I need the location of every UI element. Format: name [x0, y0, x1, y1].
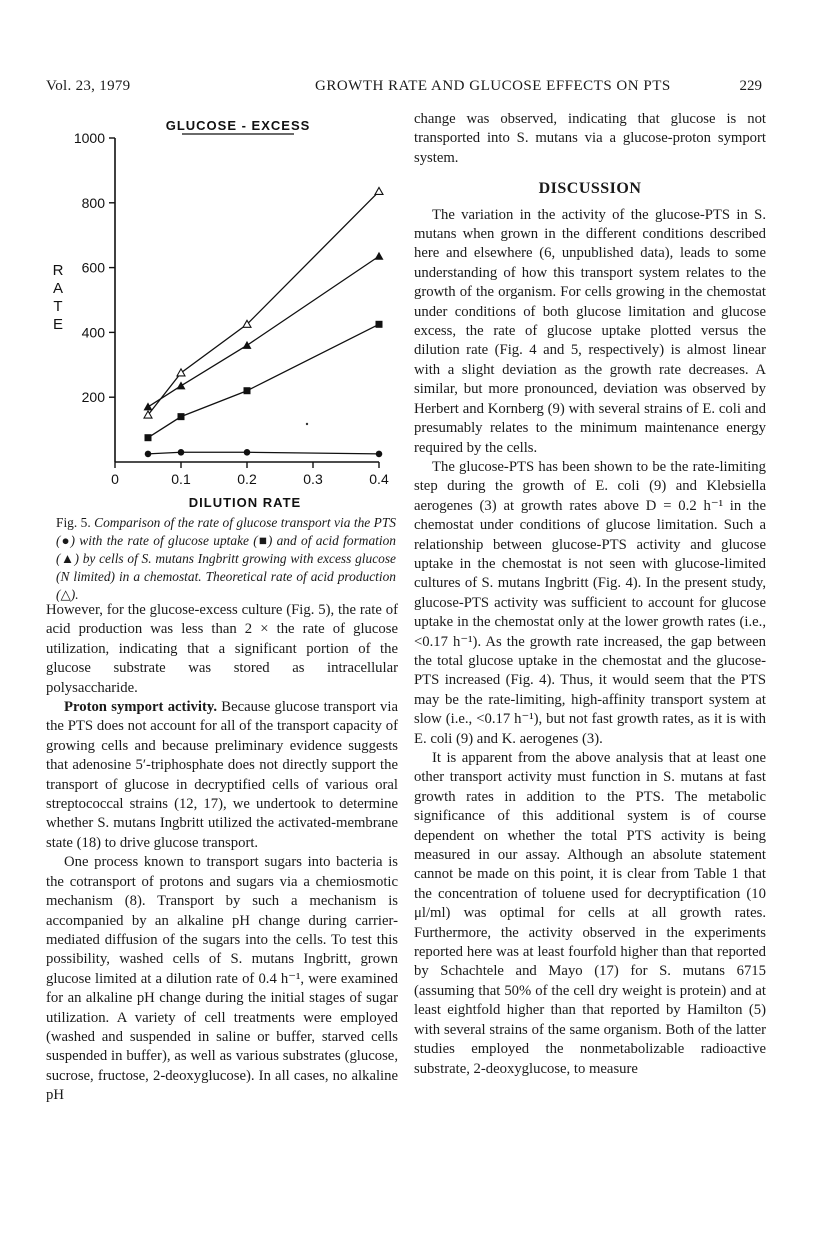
caption-text: Comparison of the rate of glucose transport via the PTS (●) with the rate of glucose uptake (■) and of acid formation (▲) by cells of S. mutans Ingbritt growing with excess glucose (N limited) in a chemostat. Theoretical rate of acid production (△). [56, 515, 396, 602]
paragraph: change was observed, indicating that glucose is not transported into S. mutans via a glucose-proton symport system. [414, 111, 766, 166]
paragraph: The variation in the activity of the glucose-PTS in S. mutans when grown in the different conditions described here and elsewhere (6, unpublished data), leads to some understanding of how this transport system relates to the growth of the organism. For cells growing in the chemostat under conditions of both glucose limitation and glucose excess, the rate of glucose uptake plotted versus the dilution rate (Fig. 4 and 5, respectively) is almost linear with a slight deviation as the growth rate decreases. A similar, but more pronounced, deviation was observed by Herbert and Kornberg (9) with several strains of E. coli and presumably relates to the minimum maintenance energy required by the cells. [414, 206, 766, 456]
filled-circle-point [244, 449, 251, 456]
paragraph: It is apparent from the above analysis that at least one other transport activity must function in S. mutans at fast growth rates in addition to the PTS. The metabolic significance of this additional system is of course dependent on whether the total PTS activity is being measured in our assay. Although an absolute statement cannot be made on this point, it is clear from Table 1 that the concentration of toluene used for decryptification (10 μl/ml) was optimal for cells at all growth rates. Furthermore, the activity observed in the experiments reported here was at least fourfold higher than that reported by Schachtele and Mayo (17) for S. mutans 6715 (assuming that 50% of the cell dry weight is protein) and at least eightfold higher than that reported by Hamilton (5) with several strains of the same organism. Both of the latter studies employed the nonmetabolizable radioactive substrate, 2-deoxyglucose, to measure [414, 750, 766, 1077]
y-tick-label: 600 [81, 259, 105, 276]
filled-circle-point [376, 451, 383, 458]
x-tick-label: 0.2 [237, 471, 257, 487]
series-line [148, 324, 379, 437]
caption-lead: Fig. 5. [56, 515, 91, 530]
y-tick-label: 200 [81, 389, 105, 406]
filled-square-point [244, 387, 251, 394]
filled-circle-point [178, 449, 185, 456]
volume-label: Vol. 23, 1979 [46, 78, 131, 94]
paragraph: One process known to transport sugars into bacteria is the cotransport of protons and sugars via a chemiosmotic mechanism (8). Transport by such a mechanism is accompanied by an alkaline pH change during carrier-mediated diffusion of the sugars into the cells. To test this possibility, washed cells of S. mutans Ingbritt, grown glucose limited at a dilution rate of 0.4 h⁻¹, were examined for an alkaline pH change during the initial stages of sugar utilization. A variety of cell treatments were employed (washed and suspended in saline or buffer, starved cells suspended in buffer), as well as various substrates (glucose, sucrose, fructose, 2-deoxyglucose). In all cases, no alkaline pH [46, 854, 398, 1104]
x-tick-label: 0.4 [369, 471, 389, 487]
paragraph: However, for the glucose-excess culture (Fig. 5), the rate of acid production was less than 2 × the rate of glucose utilization, indicating that a significant portion of the glucose substrate was stored as intracellular polysaccharide. [46, 602, 398, 696]
series-line [148, 191, 379, 415]
figure-caption [56, 514, 396, 604]
chart-title: GLUCOSE - EXCESS [165, 118, 311, 133]
filled-circle-point [145, 451, 152, 458]
y-tick-label: 1000 [73, 130, 105, 146]
x-tick-label: 0.3 [303, 471, 323, 487]
open-triangle-point [177, 369, 185, 376]
y-tick-label: 400 [81, 324, 105, 341]
stray-mark [306, 423, 308, 425]
y-axis-label: R A T E [52, 262, 64, 333]
x-tick-label: 0 [111, 471, 119, 487]
filled-triangle-point [243, 341, 252, 349]
filled-triangle-point [177, 381, 186, 389]
subsection-heading: Proton symport activity. [64, 699, 218, 716]
filled-triangle-point [144, 402, 153, 410]
filled-square-point [178, 413, 185, 420]
x-tick-label: 0.1 [171, 471, 191, 487]
running-title: GROWTH RATE AND GLUCOSE EFFECTS ON PTS [315, 78, 671, 94]
figure-5 [48, 110, 400, 515]
paragraph [46, 698, 398, 853]
y-tick-label: 800 [81, 194, 105, 211]
page-number: 229 [739, 78, 762, 94]
running-header [46, 78, 762, 102]
paragraph-text: Because glucose transport via the PTS does not account for all of the transport capacity of growing cells and because preliminary evidence suggests that adenosine 5′-triphosphate does not directly support the transport of glucose in decryptified cells of various oral streptococcal strains (12, 17), we undertook to determine whether S. mutans Ingbritt utilized the activated-membrane state (18) to drive glucose transport. [46, 699, 398, 851]
left-column [46, 601, 398, 1106]
paragraph: The glucose-PTS has been shown to be the rate-limiting step during the growth of E. coli (9) and Klebsiella aerogenes (3) at growth rates above D = 0.2 h⁻¹ in the chemostat under conditions of glucose limitation. Such a relationship between glucose-PTS activity and glucose uptake in the chemostat is not seen with glucose-limited cultures of S. mutans Ingbritt (Fig. 4). In the present study, glucose-PTS activity was sufficient to account for glucose uptake in the chemostat only at the lower growth rates (i.e., <0.17 h⁻¹). As the growth rate increased, the gap between the total glucose uptake in the chemostat and the glucose-PTS increased (Fig. 4). Thus, it would seem that the PTS may be the rate-limiting, high-affinity transport system at slow (i.e., <0.17 h⁻¹), but not fast growth rates, as it is with E. coli (9) and K. aerogenes (3). [414, 458, 766, 747]
right-column [414, 110, 766, 1079]
x-axis-label: DILUTION RATE [188, 495, 302, 510]
filled-triangle-point [375, 252, 384, 260]
section-heading: DISCUSSION [538, 180, 642, 198]
filled-square-point [145, 434, 152, 441]
rate-chart [48, 110, 400, 515]
filled-square-point [376, 321, 383, 328]
open-triangle-point [375, 187, 383, 194]
